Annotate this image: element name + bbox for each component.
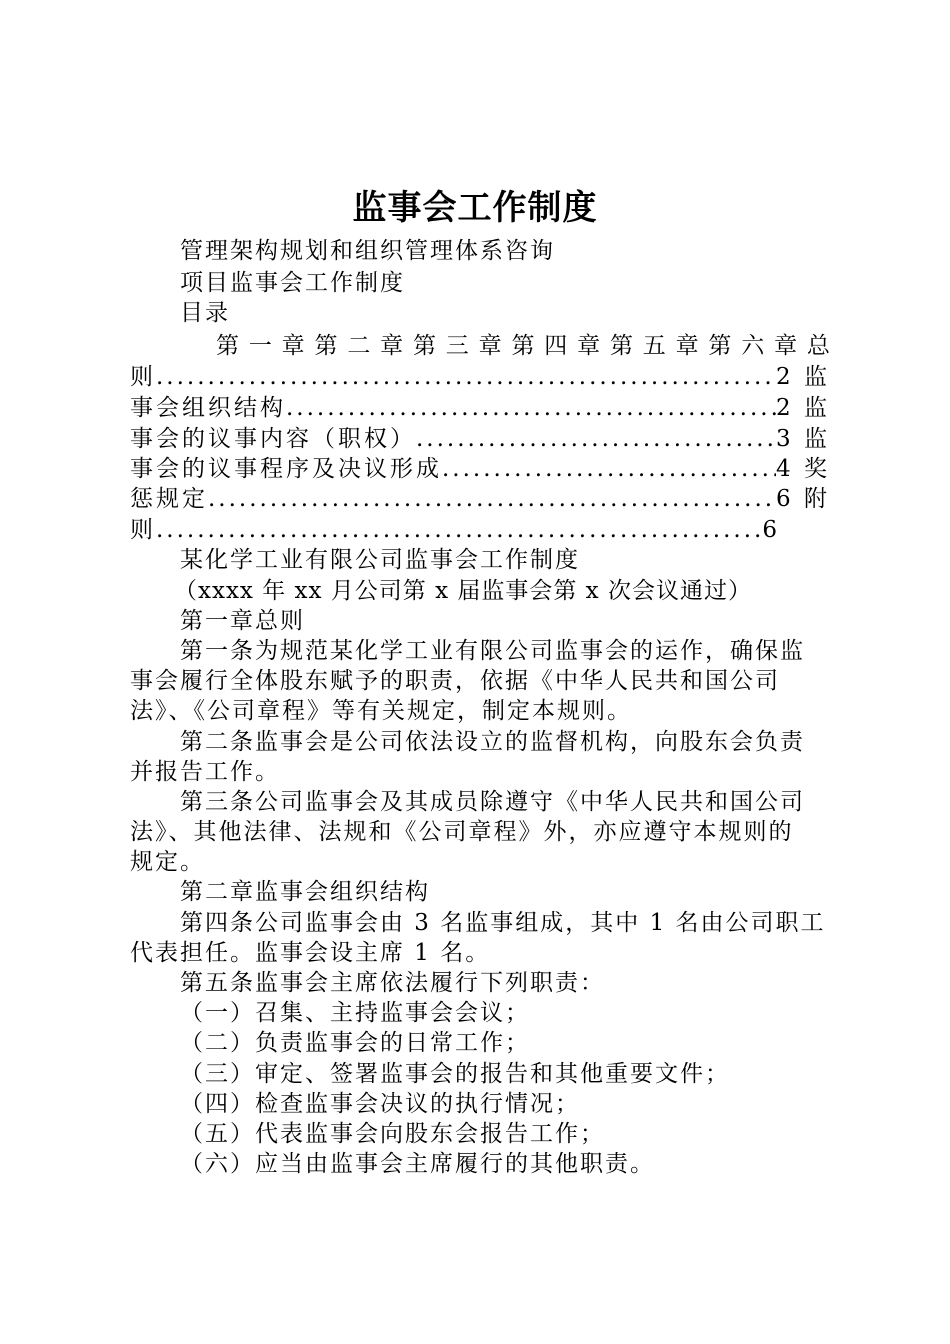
toc-char: 第 [609,333,633,359]
toc-entry-page: 2 监 [776,364,830,390]
article-1-line: 事会履行全体股东赋予的职责，依据《中华人民共和国公司 [130,668,780,694]
toc-char: 第 [708,333,732,359]
subtitle-project: 项目监事会工作制度 [180,270,405,296]
toc-char: 五 [642,333,666,359]
toc-entry-page: 4 奖 [776,456,830,482]
toc-char: 章 [478,333,502,359]
duty-item: （六）应当由监事会主席履行的其他职责。 [180,1151,655,1177]
toc-char: 章 [380,333,404,359]
toc-entry-title: 则 [130,517,156,543]
toc-leader-dots [286,393,776,424]
toc-char: 总 [806,333,830,359]
toc-leader-dots [156,362,776,393]
duty-item: （一）召集、主持监事会会议； [180,1000,530,1026]
toc-leader-dots [208,484,776,515]
toc-leader-dots [416,424,776,455]
toc-entry [130,393,830,424]
article-2-line: 第二条监事会是公司依法设立的监督机构，向股东会负责 [180,729,805,755]
toc-entry-title: 事会组织结构 [130,395,286,421]
duty-item: （三）审定、签署监事会的报告和其他重要文件； [180,1061,730,1087]
toc-entry-page: 3 监 [776,426,830,452]
article-3-line: 法》、其他法律、法规和《公司章程》外，亦应遵守本规则的 [130,819,794,845]
toc-char: 三 [445,333,469,359]
toc-entry-page: 6 附 [776,486,830,512]
toc-entry-page: 2 监 [776,395,830,421]
toc-char: 章 [675,333,699,359]
article-4-line: 第四条公司监事会由 3 名监事组成，其中 1 名由公司职工 [180,910,826,936]
toc-char: 章 [577,333,601,359]
toc-leader-dots [156,515,762,546]
duty-item: （二）负责监事会的日常工作； [180,1030,530,1056]
toc-char: 第 [412,333,436,359]
article-3-line: 第三条公司监事会及其成员除遵守《中华人民共和国公司 [180,789,805,815]
article-4-line: 代表担任。监事会设主席 1 名。 [130,940,491,966]
toc-char: 一 [248,333,272,359]
article-1-line: 法》、《公司章程》等有关规定，制定本规则。 [130,698,632,724]
chapter-1-heading: 第一章总则 [180,608,305,634]
toc-entry-title: 事会的议事内容（职权） [130,426,416,452]
article-1-line: 第一条为规范某化学工业有限公司监事会的运作，确保监 [180,638,805,664]
toc-char: 二 [347,333,371,359]
toc-char: 第 [216,333,239,359]
toc-entry [130,454,830,485]
toc-entry [130,515,780,546]
article-3-line: 规定。 [130,849,205,875]
toc-entry-title: 惩规定 [130,486,208,512]
duty-item: （四）检查监事会决议的执行情况； [180,1091,580,1117]
toc-entry [130,362,830,393]
document-title: 监事会工作制度 [352,188,598,228]
toc-char: 章 [774,333,798,359]
chapter-2-heading: 第二章监事会组织结构 [180,879,430,905]
article-5-line: 第五条监事会主席依法履行下列职责： [180,970,605,996]
toc-entry [130,424,830,455]
toc-char: 第 [314,333,338,359]
toc-heading: 目录 [180,300,230,326]
toc-char: 六 [741,333,765,359]
toc-leader-dots [442,454,776,485]
toc-char: 第 [511,333,535,359]
toc-char: 四 [544,333,568,359]
toc-entry-title: 则 [130,364,156,390]
subtitle-consulting: 管理架构规划和组织管理体系咨询 [180,238,555,264]
company-regulation-title: 某化学工业有限公司监事会工作制度 [180,547,580,573]
toc-chapter-list [130,331,830,362]
toc-entry [130,484,830,515]
toc-entry-title: 事会的议事程序及决议形成 [130,456,442,482]
toc-char: 章 [281,333,305,359]
passed-note: （xxxx 年 xx 月公司第 x 届监事会第 x 次会议通过） [174,578,752,604]
toc-entry-page: 6 [762,517,780,543]
duty-item: （五）代表监事会向股东会报告工作； [180,1121,605,1147]
article-2-line: 并报告工作。 [130,759,280,785]
